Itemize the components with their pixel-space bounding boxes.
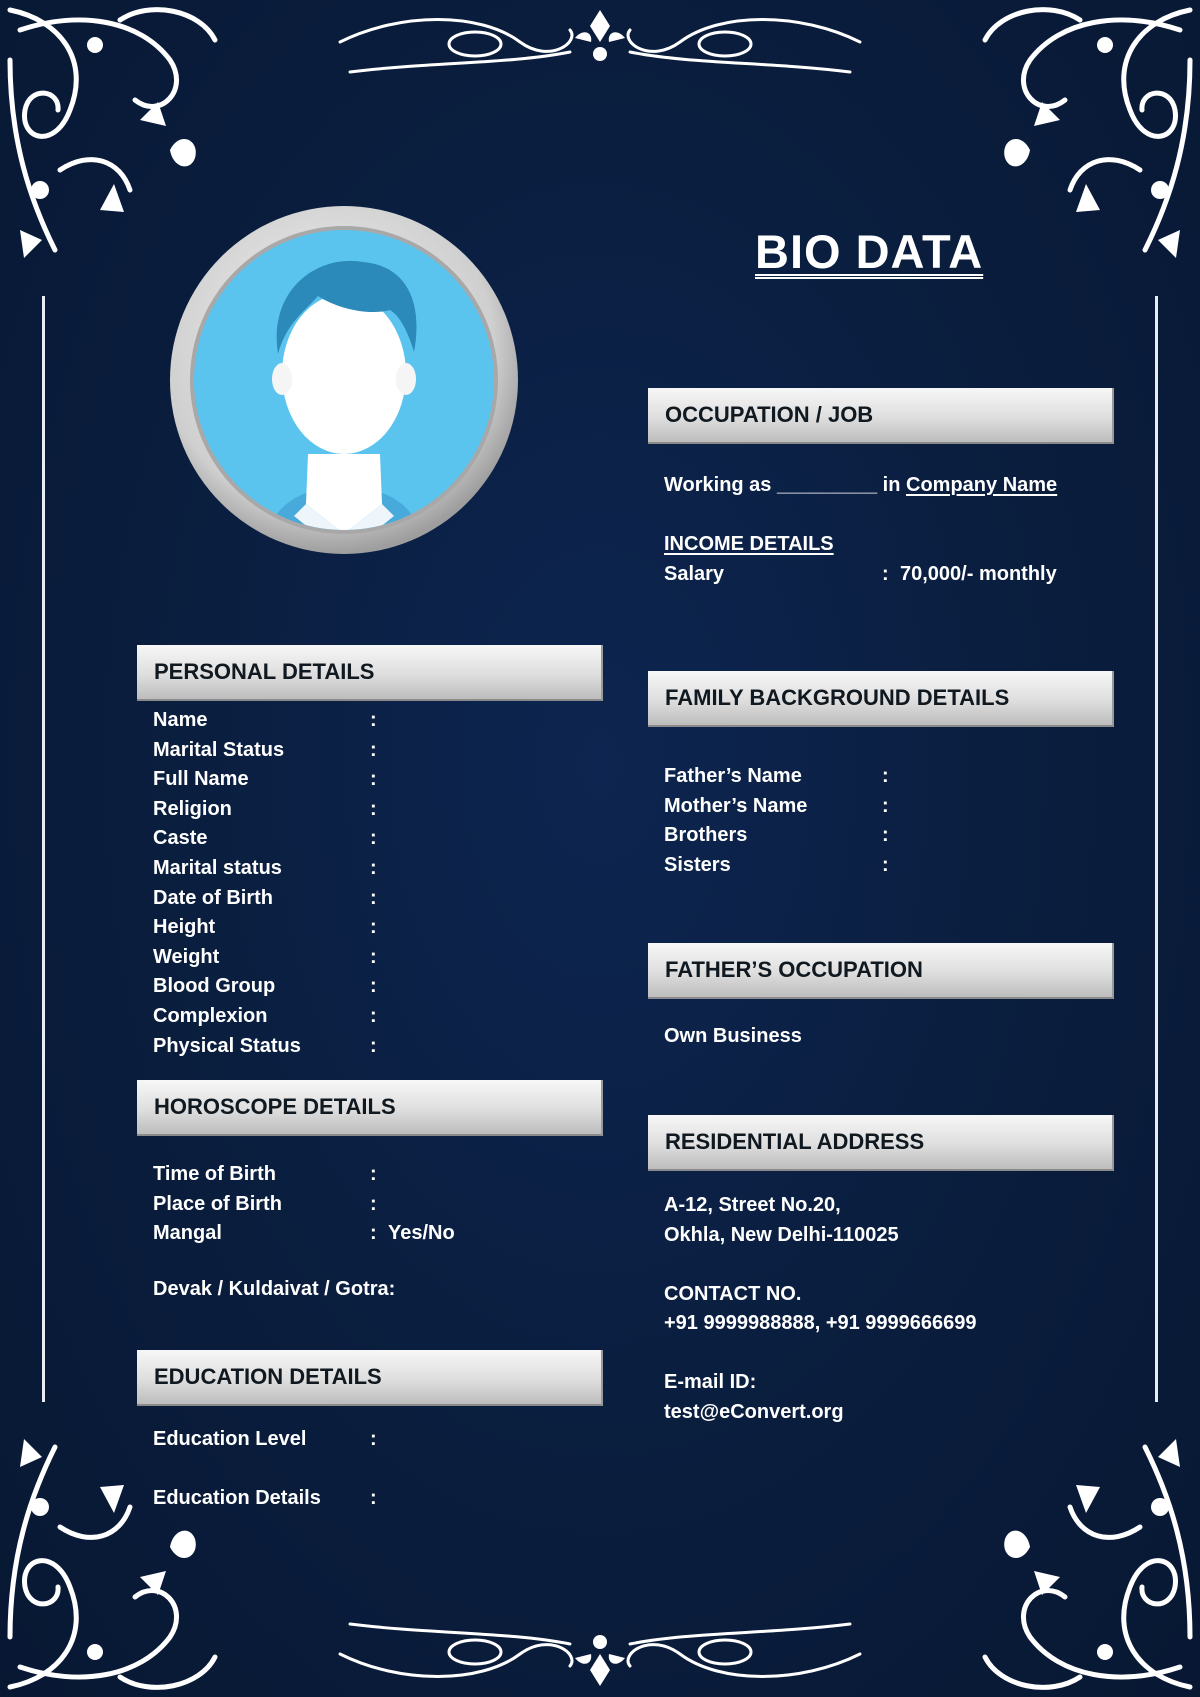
- row-colon: :: [370, 709, 377, 731]
- row-colon: :: [370, 1222, 377, 1245]
- family-background-header: [648, 671, 1114, 727]
- working-as-line: [664, 474, 1057, 497]
- row-colon: :: [882, 765, 889, 787]
- row-label: Mother’s Name: [664, 794, 808, 817]
- row-label: Education Level: [153, 1428, 307, 1450]
- residential-address-title: RESIDENTIAL ADDRESS: [665, 1129, 925, 1154]
- contact-label: CONTACT NO.: [664, 1283, 802, 1305]
- top-center-ornament: [320, 2, 880, 88]
- horoscope-row-mangal: [153, 1219, 553, 1249]
- personal-row-weight: [153, 943, 553, 973]
- row-colon: :: [370, 738, 377, 761]
- row-colon: :: [370, 1004, 377, 1027]
- row-colon: :: [882, 853, 889, 876]
- horoscope-details-title: HOROSCOPE DETAILS: [154, 1094, 396, 1119]
- personal-row-religion: [153, 795, 553, 825]
- row-label: Education Details: [153, 1487, 321, 1509]
- row-colon: :: [882, 824, 889, 847]
- row-colon: :: [370, 975, 377, 998]
- personal-details-header: [137, 645, 603, 701]
- horoscope-row-time-of-birth: [153, 1160, 553, 1190]
- working-as-label: Working as: [664, 474, 772, 496]
- row-label: Sisters: [664, 853, 731, 876]
- address-line-2: Okhla, New Delhi-110025: [664, 1224, 899, 1246]
- education-details-title: EDUCATION DETAILS: [154, 1364, 382, 1389]
- education-row-details: [153, 1484, 553, 1514]
- row-label: Height: [153, 916, 216, 939]
- education-row-level: [153, 1425, 553, 1484]
- personal-row-height: [153, 913, 553, 943]
- family-row-mothers-name: [664, 792, 1114, 822]
- bottom-center-ornament: [320, 1608, 880, 1694]
- personal-details-list: [153, 706, 553, 1061]
- family-row-brothers: [664, 821, 1114, 851]
- frame-line-left: [42, 296, 45, 1402]
- personal-row-date-of-birth: [153, 884, 553, 914]
- family-row-fathers-name: [664, 762, 1114, 792]
- salary-value: 70,000/- monthly: [900, 563, 1057, 585]
- personal-row-caste: [153, 824, 553, 854]
- row-colon: :: [370, 1428, 377, 1450]
- personal-row-blood-group: [153, 972, 553, 1002]
- personal-row-marital-status: [153, 736, 553, 766]
- row-label: Place of Birth: [153, 1192, 282, 1215]
- corner-ornament-top-right: [970, 0, 1200, 280]
- row-label: Caste: [153, 827, 208, 850]
- company-name: Company Name: [906, 474, 1058, 496]
- row-label: Date of Birth: [153, 886, 273, 909]
- family-details-list: [664, 762, 1114, 880]
- row-label: Weight: [153, 945, 220, 968]
- contact-value: +91 9999988888, +91 9999666699: [664, 1312, 977, 1334]
- fathers-occupation-value: Own Business: [664, 1025, 802, 1047]
- fathers-occupation-title: FATHER’S OCCUPATION: [665, 957, 923, 982]
- salary-colon: :: [882, 563, 889, 585]
- row-colon: :: [370, 1487, 377, 1509]
- row-label: Blood Group: [153, 975, 276, 998]
- profile-photo[interactable]: [168, 204, 520, 556]
- email-label: E-mail ID:: [664, 1371, 757, 1393]
- row-value: Yes/No: [388, 1222, 455, 1245]
- horoscope-details-list: [153, 1160, 553, 1249]
- row-label: Time of Birth: [153, 1163, 276, 1185]
- frame-line-right: [1155, 296, 1158, 1402]
- occupation-title: OCCUPATION / JOB: [665, 402, 874, 427]
- row-colon: :: [370, 1034, 377, 1057]
- personal-row-marital-status-2: [153, 854, 553, 884]
- family-row-sisters: [664, 851, 1114, 881]
- row-label: Full Name: [153, 768, 249, 791]
- corner-ornament-bottom-right: [970, 1417, 1200, 1697]
- personal-details-title: PERSONAL DETAILS: [154, 659, 375, 684]
- row-colon: :: [370, 945, 377, 968]
- fathers-occupation-header: [648, 943, 1114, 999]
- in-label: in: [882, 474, 901, 496]
- income-details-heading: INCOME DETAILS: [664, 533, 834, 555]
- row-label: Complexion: [153, 1004, 268, 1027]
- job-title-blank[interactable]: _________: [777, 474, 878, 496]
- salary-label: Salary: [664, 563, 725, 585]
- row-colon: :: [370, 916, 377, 939]
- row-colon: :: [370, 886, 377, 909]
- row-colon: :: [370, 1163, 377, 1185]
- education-details-header: [137, 1350, 603, 1406]
- row-colon: :: [370, 827, 377, 850]
- gotra-label: Devak / Kuldaivat / Gotra:: [153, 1278, 396, 1300]
- row-label: Father’s Name: [664, 765, 802, 787]
- row-colon: :: [370, 856, 377, 879]
- email-value[interactable]: test@eConvert.org: [664, 1401, 844, 1423]
- row-colon: :: [370, 768, 377, 791]
- page-title: BIO DATA: [755, 225, 984, 278]
- row-label: Marital Status: [153, 738, 285, 761]
- residential-address-header: [648, 1115, 1114, 1171]
- education-details-list: [153, 1425, 553, 1514]
- row-colon: :: [370, 1192, 377, 1215]
- row-colon: :: [882, 794, 889, 817]
- address-line-1: A-12, Street No.20,: [664, 1194, 841, 1216]
- row-label: Religion: [153, 797, 232, 820]
- personal-row-complexion: [153, 1002, 553, 1032]
- row-label: Physical Status: [153, 1034, 301, 1057]
- row-label: Brothers: [664, 824, 748, 847]
- horoscope-row-place-of-birth: [153, 1190, 553, 1220]
- personal-row-name: [153, 706, 553, 736]
- family-background-title: FAMILY BACKGROUND DETAILS: [665, 685, 1010, 710]
- row-label: Marital status: [153, 856, 282, 879]
- row-label: Name: [153, 709, 208, 731]
- horoscope-details-header: [137, 1080, 603, 1136]
- occupation-header: [648, 388, 1114, 444]
- personal-row-full-name: [153, 765, 553, 795]
- row-colon: :: [370, 797, 377, 820]
- personal-row-physical-status: [153, 1032, 553, 1062]
- row-label: Mangal: [153, 1222, 222, 1245]
